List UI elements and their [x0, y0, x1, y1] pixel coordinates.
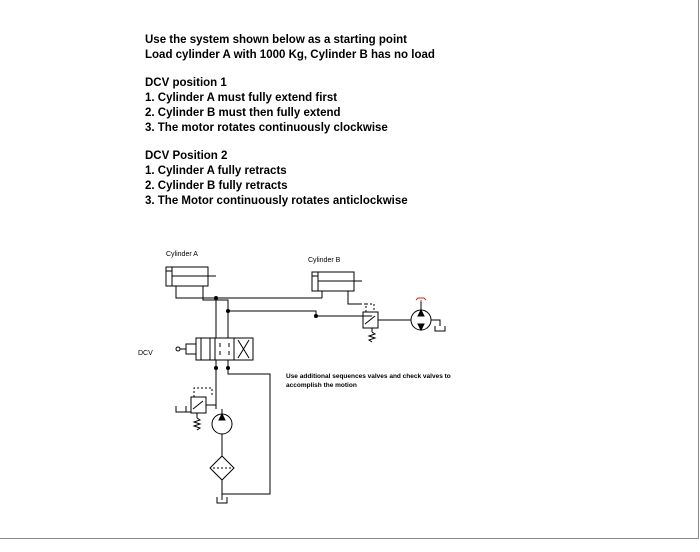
pump — [212, 409, 232, 456]
filter — [210, 456, 234, 494]
note-line-2: accomplish the motion — [286, 382, 357, 389]
note-line-1: Use additional sequences valves and check valves to — [286, 373, 451, 380]
hydraulic-motor — [410, 298, 445, 331]
dcv2-step-2: 2. Cylinder B fully retracts — [145, 180, 288, 192]
dcv2-step-3: 3. The Motor continuously rotates anticlockwise — [145, 195, 408, 207]
dcv1-heading: DCV position 1 — [145, 77, 227, 89]
dcv-label: DCV — [138, 350, 153, 357]
pipelines — [176, 291, 372, 338]
motor-valve — [360, 304, 410, 342]
cylinder-b — [312, 272, 362, 298]
dcv1-step-2: 2. Cylinder B must then fully extend — [145, 107, 341, 119]
cylinder-a-label: Cylinder A — [166, 251, 198, 258]
dcv-valve — [176, 338, 253, 370]
dcv1-step-1: 1. Cylinder A must fully extend first — [145, 92, 338, 104]
tank — [217, 494, 227, 503]
dcv2-heading: DCV Position 2 — [145, 150, 228, 162]
dcv1-step-3: 3. The motor rotates continuously clockwise — [145, 122, 388, 134]
cylinder-b-label: Cylinder B — [308, 257, 341, 264]
relief-valve — [176, 368, 216, 430]
intro-line-2: Load cylinder A with 1000 Kg, Cylinder B has no load — [145, 49, 435, 61]
cylinder-a — [166, 267, 216, 292]
dcv2-step-1: 1. Cylinder A fully retracts — [145, 165, 287, 177]
intro-line-1: Use the system shown below as a starting point — [145, 34, 408, 46]
